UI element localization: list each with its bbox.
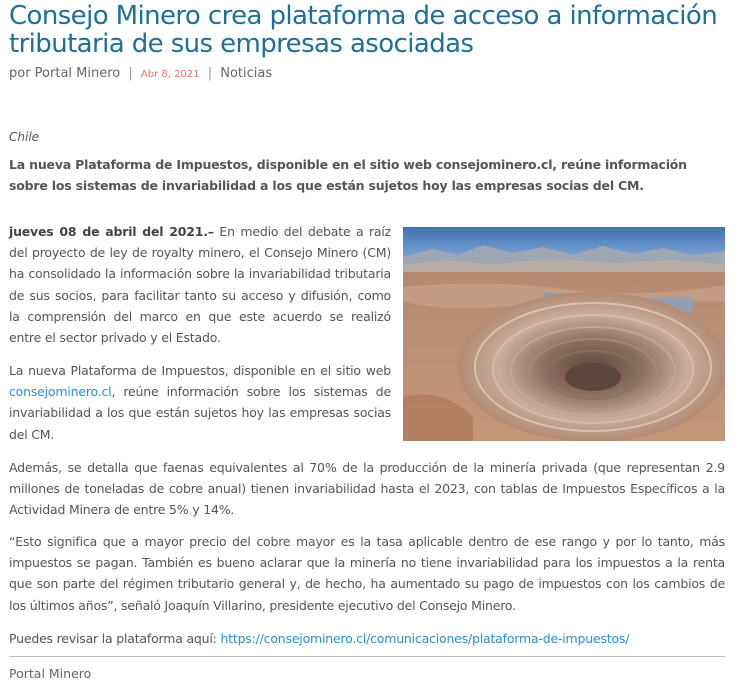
category-link[interactable]: Noticias [220, 66, 273, 81]
article-meta [9, 66, 272, 81]
body-paragraph-5 [9, 628, 725, 649]
meta-separator: | [207, 66, 213, 81]
mine-image [403, 227, 725, 441]
location-label: Chile [9, 130, 40, 144]
consejominero-link[interactable]: consejominero.cl [9, 384, 112, 400]
footer-divider [9, 656, 725, 657]
lead-paragraph: La nueva Plataforma de Impuestos, disponible en el sitio web consejominero.cl, reúne información sobre los sistemas de invariabilidad a los que están sujetos hoy las empresas socias del CM. [9, 157, 687, 193]
article-title: Consejo Minero crea plataforma de acceso a información tributaria de sus empresas asociadas [9, 1, 718, 59]
open-pit-mine-photo [403, 227, 725, 441]
body-paragraph-4: “Esto significa que a mayor precio del cobre mayor es la tasa aplicable dentro de ese rango y por lo tanto, más impuestos se pagan. También es bueno aclarar que la minería no tiene invariabilidad para los impuestos a la renta que son parte del régimen tributario general y, de hecho, ha aumentado su pago de impuestos con los cambios de los últimos años”, señaló Joaquín Villarino, presidente ejecutivo del Consejo Minero. [9, 534, 725, 613]
meta-separator: | [128, 66, 133, 81]
paragraph-text: , reúne información sobre los sistemas de invariabilidad a los que están sujetos hoy las empresas socias del CM. [9, 384, 391, 442]
platform-url-link[interactable]: https://consejominero.cl/comunicaciones/plataforma-de-impuestos/ [220, 631, 630, 646]
body-paragraph-3: Además, se detalla que faenas equivalentes al 70% de la producción de la minería privada (que representan 2.9 millones de toneladas de cobre anual) tienen invariabilidad hasta el 2023, con tablas de Impuestos Específicos a la Actividad Minera de entre 5% y 14%. [9, 460, 725, 518]
paragraph-text: En medio del debate a raíz del proyecto de ley de royalty minero, el Consejo Minero (CM) ha consolidado la información sobre la invariabilidad tributaria de sus socios, para facilitar tanto su acceso y difusión, como la comprensión del marco en que este acuerdo se realizó entre el sector privado y el Estado. [9, 224, 391, 346]
publish-date: Abr 8, 2021 [140, 69, 200, 80]
body-paragraph-1 [9, 221, 391, 348]
author-link[interactable]: por Portal Minero [9, 66, 121, 81]
body-paragraph-2 [9, 360, 391, 445]
footer-source: Portal Minero [9, 666, 92, 681]
paragraph-text: La nueva Plataforma de Impuestos, disponible en el sitio web [9, 363, 391, 378]
paragraph-text: Puedes revisar la plataforma aquí: [9, 631, 221, 646]
article-dateline: jueves 08 de abril del 2021.– [9, 224, 214, 239]
